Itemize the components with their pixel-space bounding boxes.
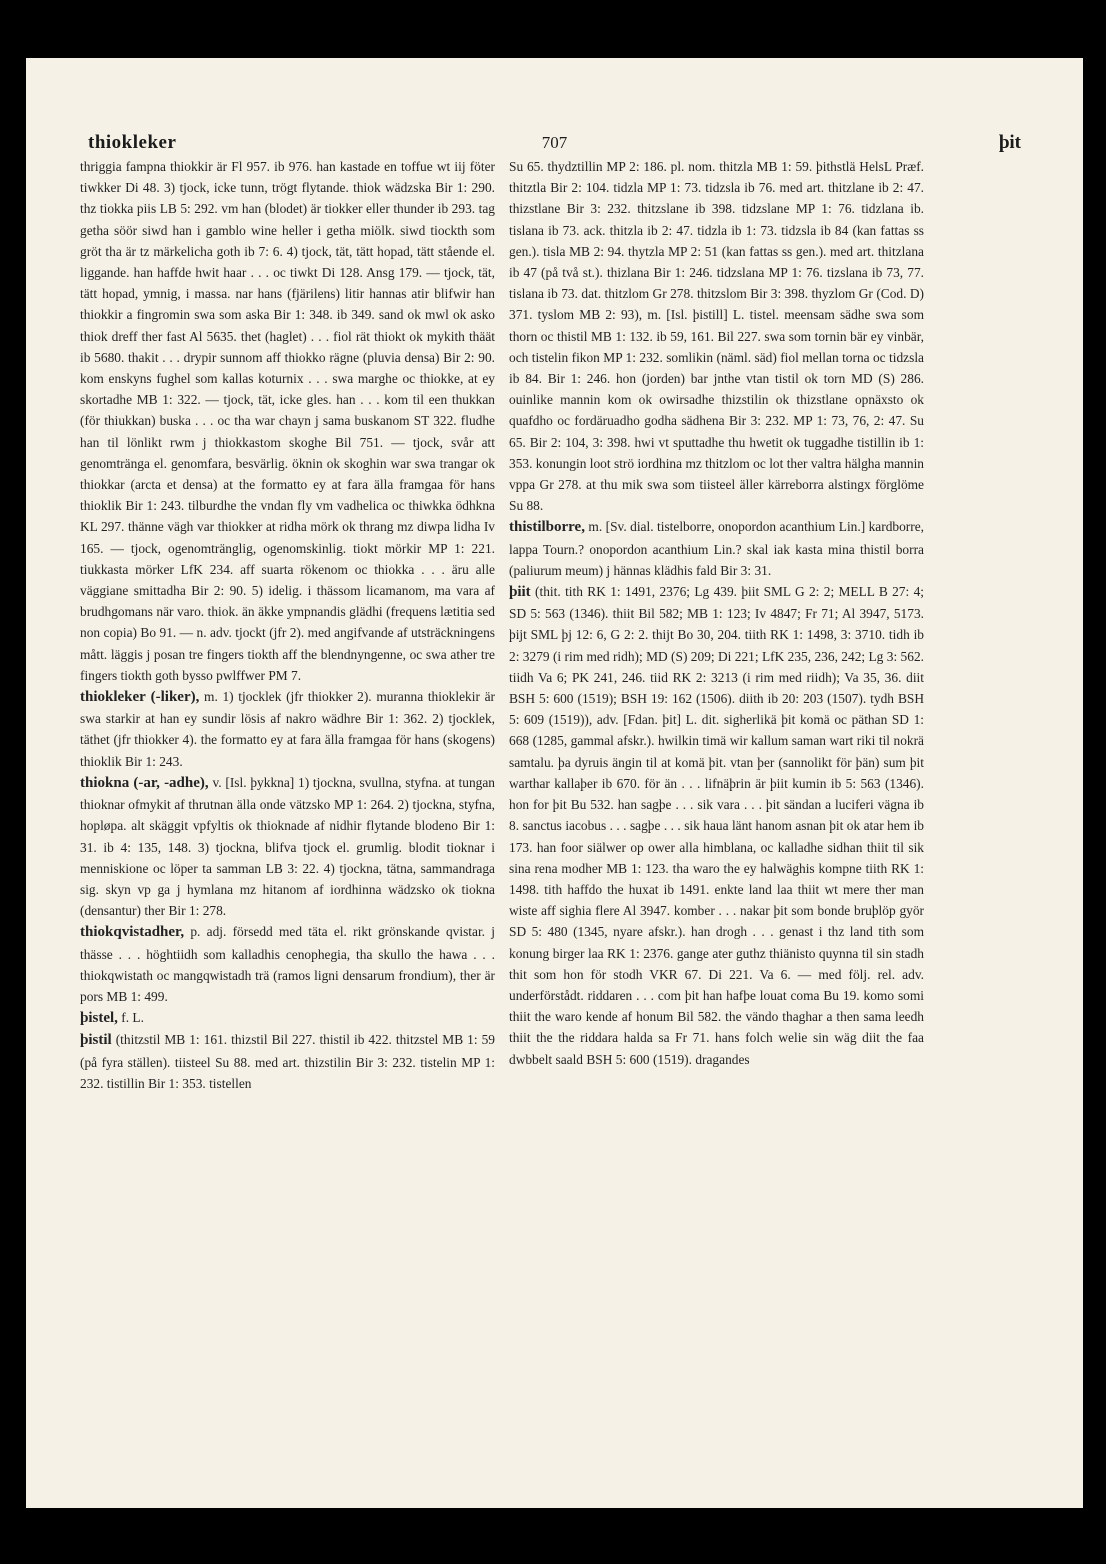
entry-headword: thiokna (-ar, -adhe), [80,774,209,791]
entry-body: m. 1) tjocklek (jfr thiokker 2). muranna thioklekir är swa starkir at han ey sundir lösis af nakro wädhre Bir 1: 362. 2) tjocklek, täthet (jfr thiokker 4). the formatto ey at fara älla framgaa för hans (skogens) thioklik Bir 1: 243. [80,689,495,769]
dictionary-entry [509,516,924,581]
entry-body: (thitzstil MB 1: 161. thizstil Bil 227. thistil ib 422. thitzstel MB 1: 59 (på fyra ställen). tiisteel Su 88. med art. thizstilin Bir 3: 232. tistelin MP 1: 232. tistillin Bir 1: 353. tistellen [80,1032,495,1091]
entry-headword: þistel, [80,1010,118,1027]
entry-headword: thistilborre, [509,519,585,536]
dictionary-entry [80,772,495,921]
right-column [509,156,924,1446]
dictionary-entry [80,1007,495,1029]
entry-body: (thit. tith RK 1: 1491, 2376; Lg 439. þiit SML G 2: 2; MELL B 27: 4; SD 5: 563 (1346). thiit Bil 582; MB 1: 123; Iv 4847; Fr 71; Al 3947, 5173. þijt SML þj 12: 6, G 2: 2. thijt Bo 30, 204. tiith RK 1: 1498, 3: 3710. tidh ib 2: 3279 (i rim med ridh); MD (S) 209; Di 221; LfK 235, 236, 242; Lg 3: 562. tiidh Va 6; PK 241, 246. tiid RK 2: 3213 (i rim med riidh); Va 35, 36. diit BSH 5: 600 (1519); BSH 19: 162 (1506). diith ib 20: 203 (1507). tydh BSH 5: 609 (1519)), adv. [Fdan. þit] L. dit. sigherlikä þit komä oc päthan SD 1: 668 (1285, gammal afskr.). hwilkin timä wir kallum saman wart riki til nokrä samtalu. þa dyruis ängin til at komä þit. vtan þer (sannolikt för þän) sum þit warthar kallaþer ib 670. för än . . . lifnäþrin är þiit kumin ib 5: 563 (1346). hon for þit Bu 532. han sagþe . . . sik vara . . . þit sändan a luciferi vägna ib 8. sanctus iacobus . . . sagþe . . . sik haua länt hanom asnan þit ok atar hem ib 173. han foor siälwer op ower alla himblana, oc kalladhe sidhan thiit til sik sina rena modher MB 1: 123. tha waro the ey halwäghis kompne tiith RK 1: 1498. tith haffdo the huxat ib 1491. enkte land laa thiit wt mere ther man wiste aff sighia flere Al 3947. komber . . . nakar þit som bonde bruþlöp györ SD 5: 480 (1345, nyare afskr.). han drogh . . . genast i thz land tith som konung birger laa RK 1: 2376. gange ater guthz thiänisto quynna til sin stadh thit som hon för stodh VKR 67. Di 221. Va 6. — med följ. rel. adv. underförstådt. riddaren . . . com þit han hafþe louat coma Bu 19. komo somi thiit the waro kende af honum Bil 582. the vändo thaghar a then sama leedh thiit the the riddara halda sa Fr 71. hans folch welie sin wäg diit the faa dwbbelt saald BSH 5: 600 (1519). dragandes [509,584,924,1067]
entry-body: v. [Isl. þykkna] 1) tjockna, svullna, styfna. at tungan thioknar ofmykit af thrutnan älla onde vätzsko MP 1: 264. 2) tjockna, styfna, hopløpa. alt skäggit vpfyltis ok thioknade af nidhir flytande blodeno Bir 1: 31. ib 4: 135, 148. 3) tjockna, blifva tjock el. grumlig. blodit tioknar i menniskione oc löper ta samman LB 3: 22. 4) tjockna, tätna, sammandraga sig. skyn vp ga j hymlana mz hitanom af iordhinna wädzsko ok tiokna (densantur) ther Bir 1: 278. [80,774,495,919]
dictionary-entry [509,581,924,1070]
dictionary-entry [80,1029,495,1094]
entry-headword: thiokqvistadher, [80,924,185,941]
page-number: 707 [541,133,568,152]
entry-body: m. [Sv. dial. tistelborre, onopordon acanthium Lin.] kardborre, lappa Tourn.? onopordon acanthium Lin.? skal iak kasta mina thistil borra (paliurum meum) j hännas klädhis fald Bir 3: 31. [509,519,924,578]
entry-headword: thiokleker (-liker), [80,689,200,706]
continued-entry-text: thriggia fampna thiokkir är Fl 957. ib 976. han kastade en toffue wt iij föter tiwkker Di 48. 3) tjock, icke tunn, trögt flytande. thiok wädzska Bir 1: 290. thz tiokka piis LB 5: 292. vm han (blodet) är tiokker eller thunder ib 293. tag getha söör siwd han i gamblo wine heller i getha miölk. siwd tiockth som gröt tha är tz märkelicha goth ib 7: 6. 4) tjock, tät, tätt hopad, tätt stående el. liggande. han haffde hwit haar . . . oc tiwkt Di 128. Ansg 179. — tjock, tät, tätt hopad, ymnig, i massa. nar hans (fjärilens) litir hannas atir blifwir han thiokkir a fingromin swa som aska Bir 1: 348. ib 349. sand ok mwl ok asko thiok dreff ther fast Al 5635. thet (haglet) . . . fiol rät thiokt ok mykith thäät ib 5680. thakit . . . drypir sunnom aff thiokko rägne (pluvia densa) Bir 2: 90. kom enskyns fughel som kallas koturnix . . . swa marghe oc thiokke, at ey skortadhe MB 1: 322. — tjock, tät, icke gles. han . . . kom til een thukkan (för thiukkan) buska . . . oc tha war chayn j sama buskanom ST 322. fludhe han til lönlikt rwm j thiokkastom skoghe Bil 751. — tjock, svår att genomtränga el. genomfara, besvärlig. öknin ok skoghin war swa trangar ok thiokkar (arcta et densa) at the formatto ey at fara älla framgaa för hans thioklik Bir 1: 243. tilburdhe the vndan fly vm vadhelica oc thiwkka ödhkna KL 297. thänne vägh var thiokker at ridha mörk ok thrang mz diwpa lidha Iv 165. — tjock, ogenomtränglig, ogenomskinlig. tiokt mörkir MP 1: 221. tiukkasta mörker LfK 234. aff suarta rökenom oc thiokka . . . äru alle väggiane smittadha Bir 2: 90. 5) idelig. i thässom licamanom, ma vara af brudhgomans när varo. thiok. än äkke ympnandis glädhi (frequens lætitia sed non copia) Bo 91. — n. adv. tjockt (jfr 2). med angifvande af utsträckningens mått. läggis j posan tre fingers tiokth aff the blendnyngenne, oc swa ather tre fingers tiokth goth bysso pwlffwer PM 7. [80,159,495,683]
entry-headword: þiit [509,584,531,601]
continued-entry-text: Su 65. thydztillin MP 2: 186. pl. nom. thitzla MB 1: 59. þithstlä HelsL Præf. thitztla Bir 2: 104. tidzla MP 1: 73. tidzsla ib 76. med art. thitzlane ib 2: 47. thizstlane Bir 3: 232. thitzslane ib 398. tidzslane MP 1: 76. tidzlana ib. tislana ib 73. ack. thitzla ib 2: 47. tidzla ib 1: 73. tidzsla ib 84 (kan fattas ss gen.). tisla MB 2: 94. thytzla MP 2: 51 (kan fattas ss gen.). med art. thitzlana ib 47 (på två st.). thizlana Bir 1: 246. tidzslana MP 1: 76. tizslana ib 73, 77. tislana ib 73. dat. thitzlom Gr 278. thitzslom Bir 3: 398. thyzlom Gr (Cod. D) 371. tyslom MB 2: 93), m. [Isl. þistill] L. tistel. meensam sädhe swa som thorn oc thistil MB 1: 132. ib 59, 161. Bil 227. swa som tornin bär ey vinbär, och tistelin fikon MP 1: 232. somlikin (näml. säd) fiol mellan torna oc tidzsla ib 84. Bir 1: 246. hon (jorden) bar jnthe vtan tistil ok torn MD (S) 286. ouinlike mannin kom ok owirsadhe thizstilin ok thizstlane opnäxsto ok quafdho oc fordäruadho godha sädhena Bir 3: 232. MP 1: 73, 76, 2: 47. Su 65. Bir 2: 104, 3: 398. hwi vt sputtadhe thu hwetit ok tuggadhe tistillin ib 1: 353. konungin loot strö iordhina mz thitzlom oc lot ther valtra hälgha mannin vppa Gr 278. at thu mik swa som tiisteel äller kärreborra alstingx förglöme Su 88. [509,159,924,514]
entry-body: f. L. [121,1010,144,1026]
dictionary-page [26,58,1083,1508]
dictionary-entry [80,686,495,772]
dictionary-entry [80,921,495,1007]
right-running-headword: þit [998,132,1021,153]
entry-body: p. adj. försedd med täta el. rikt grönskande qvistar. j thässe . . . höghtiidh som kalladhis cenophegia, tha skullo the hawa . . . thiokqwistath oc mangqwistadh trä (ramos ligni densarum frondium), ther är pors MB 1: 499. [80,924,495,1004]
left-running-headword: thiokleker [88,132,177,153]
left-column [80,156,495,1446]
entry-headword: þistil [80,1032,112,1049]
